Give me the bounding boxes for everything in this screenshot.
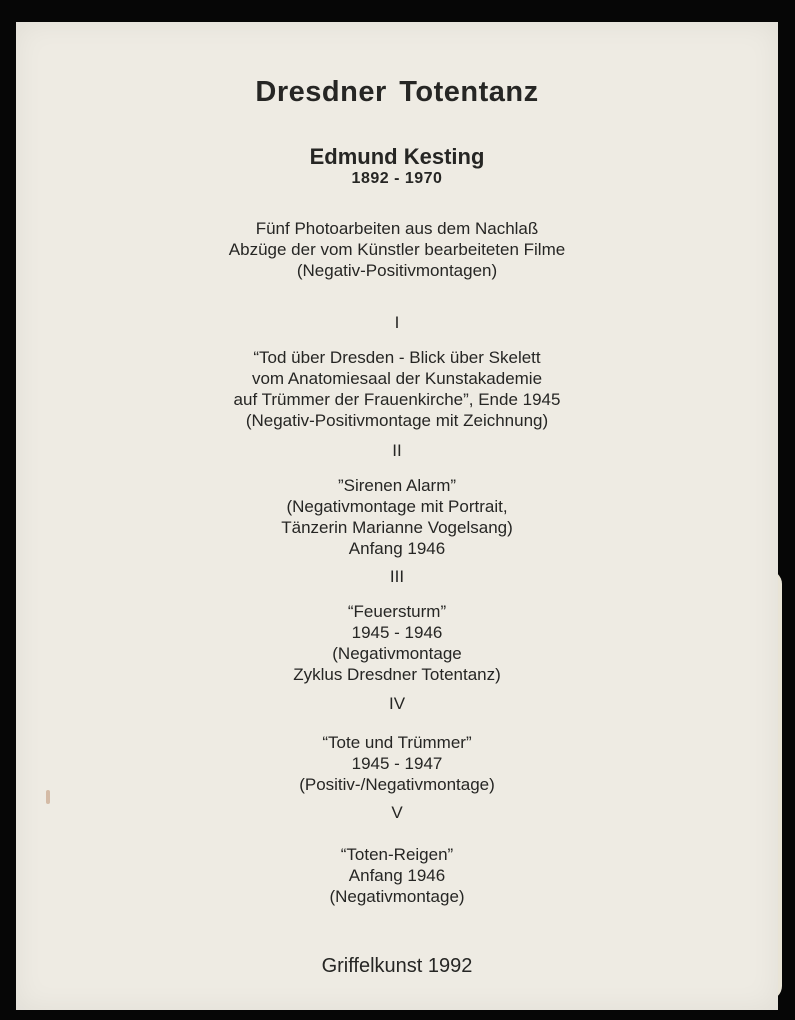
work-description [16,475,778,559]
work-line: (Negativ-Positivmontage mit Zeichnung) [245,411,549,430]
work-numeral: V [391,803,403,822]
work-description [16,347,778,431]
work-line: ”Sirenen Alarm” [337,476,457,495]
work-line: vom Anatomiesaal der Kunstakademie [251,369,543,388]
work-line: Zyklus Dresdner Totentanz) [293,665,501,684]
work-line: 1945 - 1947 [351,754,443,773]
work-line: (Negativmontage mit Portrait, [286,497,508,516]
intro-line: Abzüge der vom Künstler bearbeiteten Filme [228,240,566,259]
work-line: “Feuersturm” [347,602,447,621]
work-description [16,844,778,907]
intro-block [16,218,778,281]
work-line: Anfang 1946 [348,866,446,885]
work-numeral: I [394,313,400,332]
document-page [16,22,778,1010]
work-line: auf Trümmer der Frauenkirche”, Ende 1945 [233,390,561,409]
work-line: “Tod über Dresden - Blick über Skelett [253,348,541,367]
work-line: “Tote und Trümmer” [322,733,472,752]
work-line: “Toten-Reigen” [340,845,454,864]
work-numeral: III [389,567,405,586]
work-line: 1945 - 1946 [351,623,443,642]
work-description [16,601,778,685]
work-line: (Negativmontage [332,644,462,663]
author-name: Edmund Kesting [309,144,485,169]
work-line: Anfang 1946 [348,539,446,558]
intro-line: (Negativ-Positivmontagen) [296,261,498,280]
work-line: Tänzerin Marianne Vogelsang) [281,518,513,537]
document-title: Dresdner Totentanz [255,76,539,108]
work-numeral: IV [388,694,406,713]
work-line: (Positiv-/Negativmontage) [299,775,495,794]
intro-line: Fünf Photoarbeiten aus dem Nachlaß [255,219,539,238]
work-numeral: II [392,441,402,460]
work-line: (Negativmontage) [329,887,465,906]
author-years: 1892 - 1970 [351,170,443,187]
work-description [16,732,778,795]
publisher-footer: Griffelkunst 1992 [321,955,473,977]
